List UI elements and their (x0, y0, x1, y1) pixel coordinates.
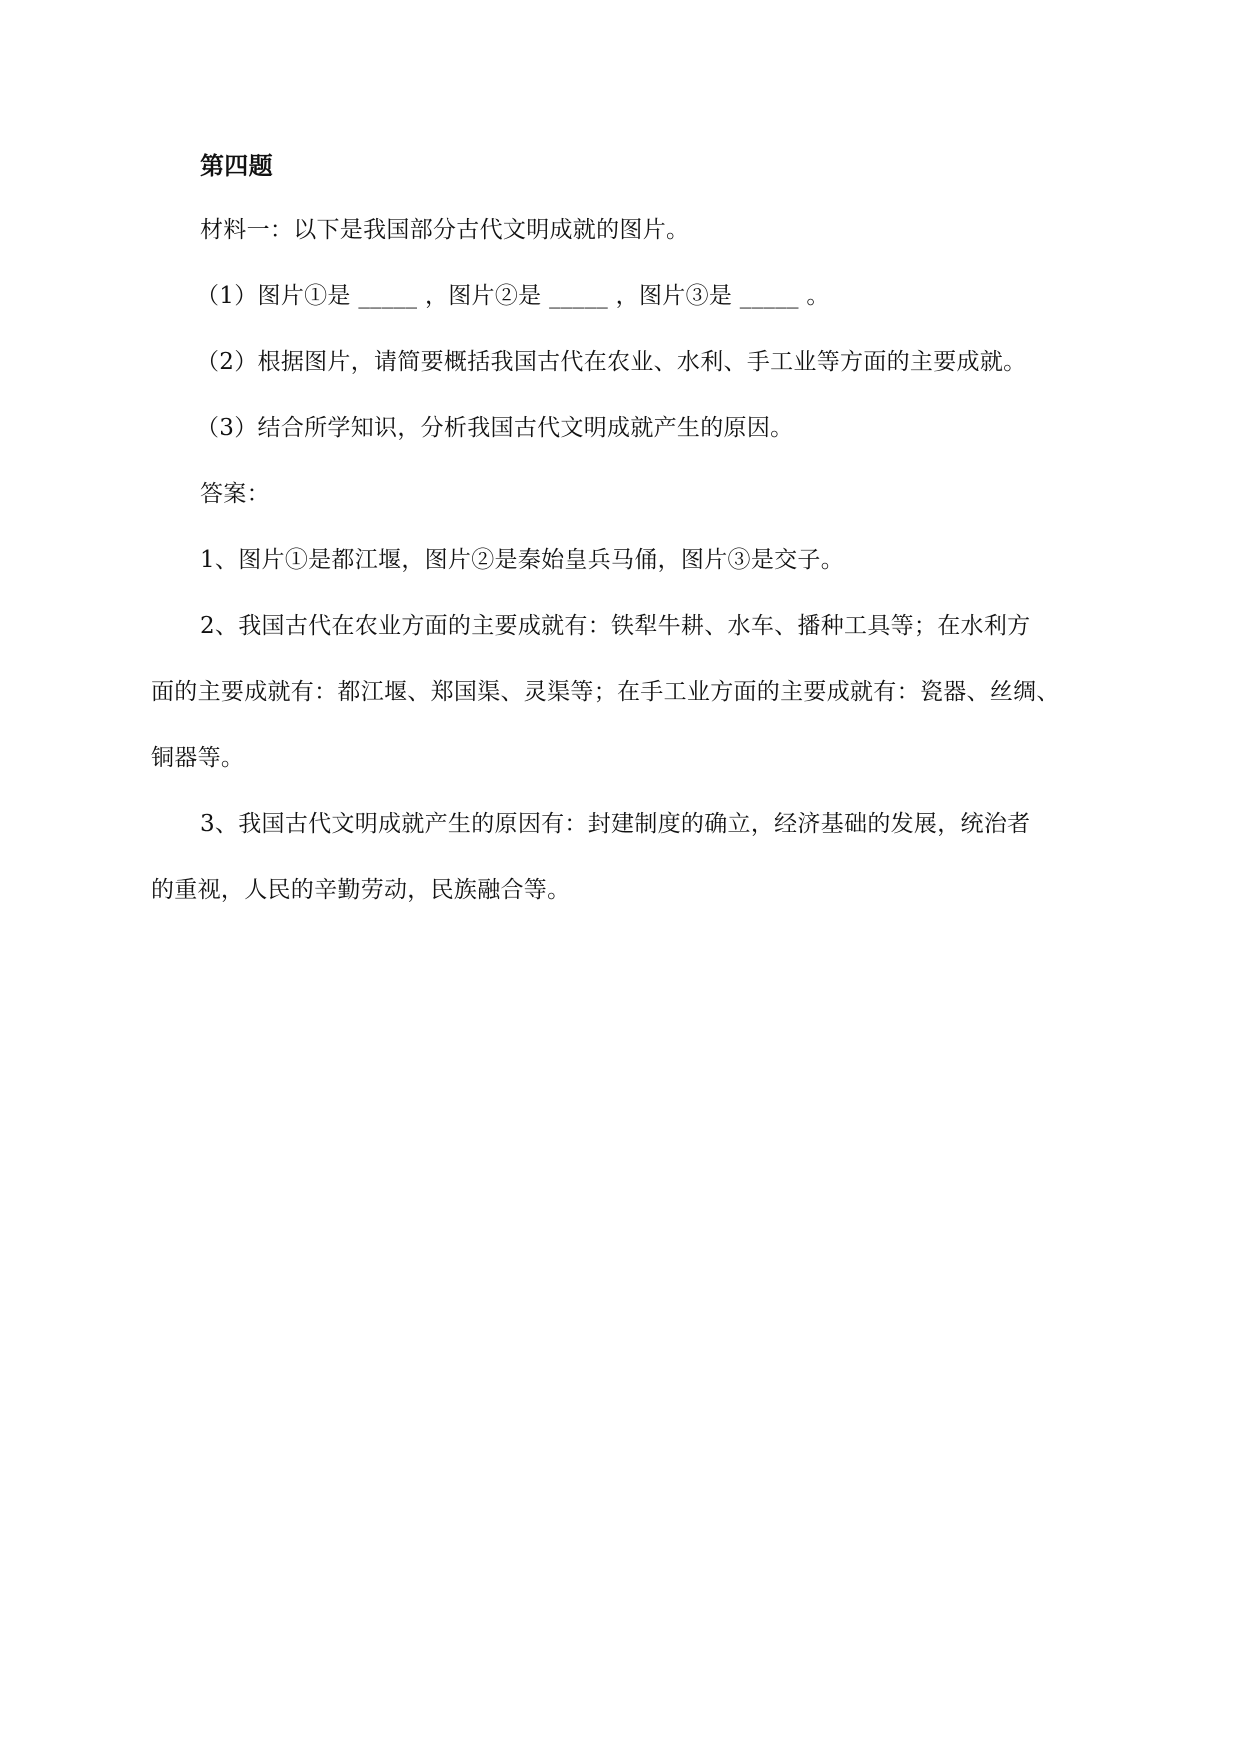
answer-3-line-2: 的重视，人民的辛勤劳动，民族融合等。 (151, 877, 571, 903)
answer-3-line-1: 3、我国古代文明成就产生的原因有：封建制度的确立，经济基础的发展，统治者 (200, 811, 1031, 837)
answer-2-line-1: 2、我国古代在农业方面的主要成就有：铁犁牛耕、水车、播种工具等；在水利方 (200, 613, 1031, 639)
question-1: （1）图片①是 _____ ，图片②是 _____ ，图片③是 _____ 。 (196, 283, 830, 309)
material-intro: 材料一：以下是我国部分古代文明成就的图片。 (200, 217, 690, 243)
answer-2-line-2: 面的主要成就有：都江堰、郑国渠、灵渠等；在手工业方面的主要成就有：瓷器、丝绸、 (151, 679, 1060, 705)
answer-label: 答案： (200, 481, 270, 507)
question-title: 第四题 (200, 152, 273, 180)
question-3: （3）结合所学知识，分析我国古代文明成就产生的原因。 (196, 415, 794, 441)
answer-1: 1、图片①是都江堰，图片②是秦始皇兵马俑，图片③是交子。 (200, 547, 845, 573)
answer-2-line-3: 铜器等。 (151, 745, 245, 771)
question-2: （2）根据图片，请简要概括我国古代在农业、水利、手工业等方面的主要成就。 (196, 349, 1027, 375)
